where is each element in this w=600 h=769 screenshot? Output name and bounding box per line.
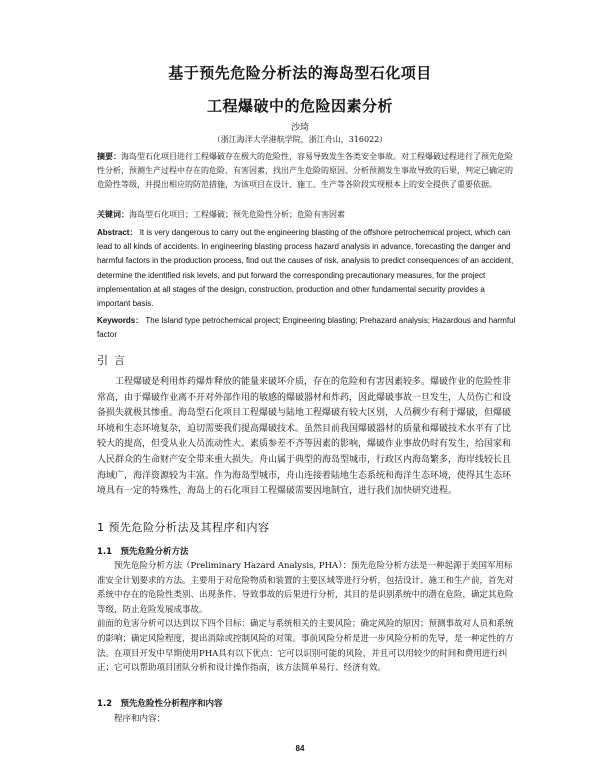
paper-title-line2: 工程爆破中的危险因素分析 bbox=[206, 97, 393, 115]
keywords-cn bbox=[97, 207, 517, 222]
abstract-en bbox=[97, 226, 517, 311]
intro-body bbox=[97, 375, 517, 500]
section1-1-heading: 1.1 预先危险分析方法 bbox=[97, 547, 189, 557]
author-name: 沙琦 bbox=[290, 123, 309, 133]
section1-1-body bbox=[97, 559, 517, 676]
keywords-cn-label: 关键词： bbox=[97, 209, 129, 219]
keywords-en-label: Keywords： bbox=[97, 316, 144, 325]
keywords-en-text: The Island type petrochemical project; Engineering blasting; Prehazard analysis; Hazardous and harmful factor bbox=[97, 316, 516, 340]
section1-heading: 1 预先危险分析法及其程序和内容 bbox=[97, 521, 270, 534]
abstract-en-text: It is very dangerous to carry out the engineering blasting of the offshore petrochemical project, which can lead to all kinds of accidents. In engineering blasting process hazard analysis in advance, forecasting the danger and harmful factors in the production process, find out the causes of risk, analysis to predict consequences of an accident, determine the identified risk levels, and put forward the corresponding precautionary measures, for the project implementation at all stages of the design, construction, production and other fundamental security provides a important basis. bbox=[97, 228, 514, 309]
section1-2-paragraph: 程序和内容： bbox=[114, 714, 166, 724]
section1-2-heading: 1.2 预先危险性分析程序和内容 bbox=[97, 699, 223, 709]
intro-paragraph: 工程爆破是利用炸药爆炸释放的能量来破坏介质，存在的危险和有害因素较多。爆破作业的危险性非常高，由于爆破作业离不开对外部作用的敏感的爆破器材和炸药，因此爆破事故一旦发生，人员伤亡和设备损失就极其惨重。海岛型石化项目工程爆破与陆地工程爆破有较大区别，人员稠少有利于爆破，但爆破环境和生态环境复杂，迫切需要我们提高爆破技术。虽然目前我国爆破器材的质量和爆破技术水平有了比较大的提高，但受从业人员流动性大、素质参差不齐等因素的影响，爆破作业事故仍时有发生，给国家和人民群众的生命财产安全带来重大损失。舟山属于典型的海岛型城市，行政区内海岛繁多，海岸线较长且海域广，海洋资源较为丰富。作为海岛型城市，舟山连接着陆地生态系统和海洋生态环境，使得其生态环境具有一定的特殊性，海岛上的石化项目工程爆破需要因地制宜，进行我们加快研究进程。 bbox=[97, 377, 512, 497]
keywords-en bbox=[97, 314, 517, 342]
paper-title-line1: 基于预先危险分析法的海岛型石化项目 bbox=[168, 64, 432, 82]
abstract-en-label: Abstract： bbox=[97, 228, 138, 237]
intro-heading: 引言 bbox=[97, 354, 131, 367]
author-affiliation: （浙江海洋大学港航学院，浙江舟山，316022） bbox=[212, 135, 388, 144]
abstract-cn-label: 摘要： bbox=[97, 151, 121, 161]
section1-1-paragraph1: 预先危险分析方法（Preliminary Hazard Analysis, PHA）：预先危险分析方法是一种起源于美国军用标准安全计划要求的方法。主要用于对危险物质和装置的主要区域等进行分析，包括设计、施工和生产前，首先对系统中存在的危险性类别、出现条件、导致事故的后果进行分析，其目的是识别系统中的潜在危险，确定其危险等级，防止危险发展成事故。 bbox=[97, 561, 514, 615]
abstract-cn bbox=[97, 149, 517, 193]
section1-2-body bbox=[97, 712, 517, 726]
page-number: 84 bbox=[295, 744, 305, 753]
keywords-cn-text: 海岛型石化项目；工程爆破；预先危险性分析；危险有害因素 bbox=[129, 210, 345, 219]
section1-1-paragraph2: 前面的危害分析可以达到以下四个目标：确定与系统相关的主要风险；确定风险的原因；预测事故对人员和系统的影响；确定风险程度，提出消除或控制风险的对策。事前风险分析是进一步风险分析的先导，是一种定性的方法。在项目开发中早期使用PHA具有以下优点：它可以识别可能的风险，并且可以用较少的时间和费用进行纠正；它可以帮助项目团队分析和设计操作指南，该方法简单易行、经济有效。 bbox=[97, 619, 514, 674]
abstract-cn-text: 海岛型石化项目进行工程爆破存在极大的危险性，容易导致发生各类安全事故。对工程爆破过程进行了预先危险性分析，预测生产过程中存在的危险、有害因素，找出产生危险的原因、分析预测发生事故导致的后果，判定已确定的危险性等级，并提出相应的防范措施，为该项目在设计、施工、生产等各阶段实现根本上的安全提供了重要依据。 bbox=[97, 152, 513, 190]
